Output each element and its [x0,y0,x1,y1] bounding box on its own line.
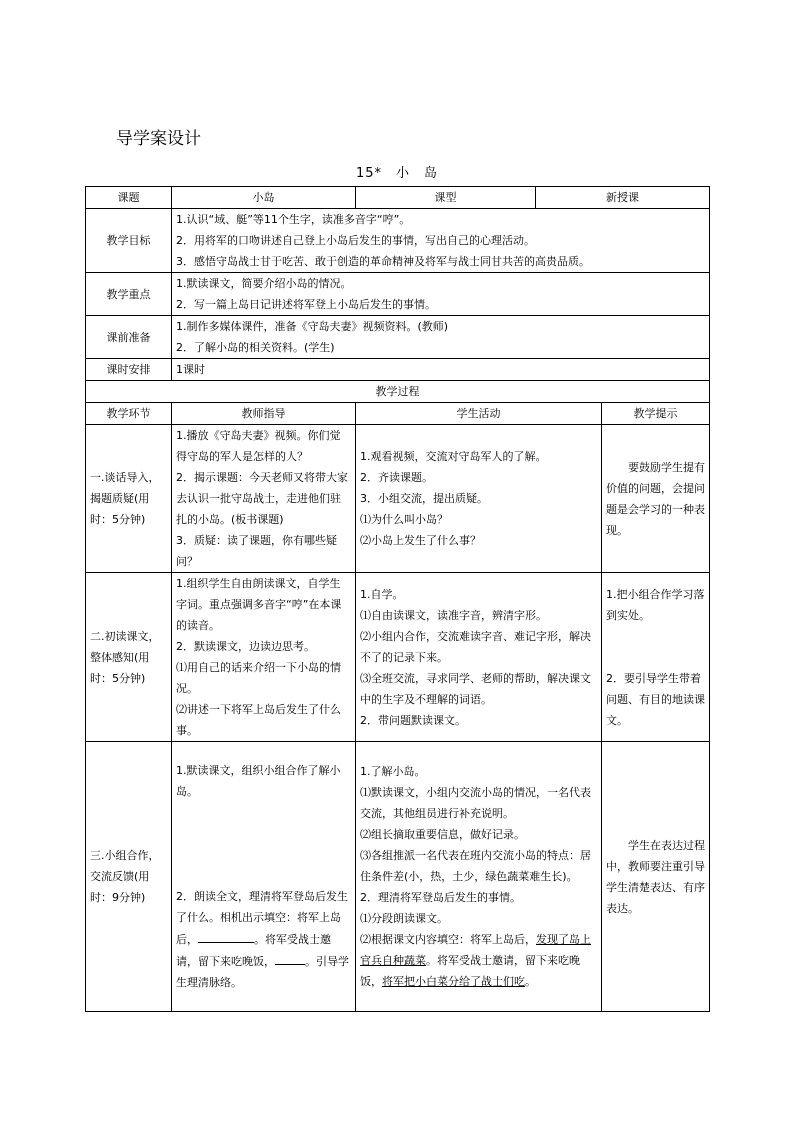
fill-blank-2 [275,950,305,965]
tip-text: 2．要引导学生带着问题、有目的地读课文。 [606,671,705,727]
student-step: 1.了解小岛。 [360,765,426,778]
topic-label: 课题 [86,187,172,209]
student-step: ⑶各组推派一名代表在班内交流小岛的特点：居住条件差(小，热，土少，绿色蔬菜难生长)。 [360,849,591,883]
stage-1-teacher [172,425,356,573]
student-step: ⑵组长摘取重要信息，做好记录。 [360,828,525,841]
column-header-stage: 教学环节 [86,403,172,425]
lesson-name-char-1: 小 [396,166,411,181]
fill-blank-1 [198,928,254,943]
objectives-row [86,209,710,273]
column-header-student: 学生活动 [356,403,602,425]
stage-2-name: 二.初读课文，整体感知(用时：5分钟) [86,573,172,742]
schedule-row [86,359,710,381]
topic-value: 小岛 [172,187,356,209]
process-title-row [86,381,710,403]
lesson-plan-table [85,186,710,1012]
objectives-content [172,209,710,273]
teacher-step: ⑵讲述一下将军上岛后发生了什么事。 [176,703,341,737]
key-points-content [172,273,710,316]
student-step: ⑵小岛上发生了什么事？ [360,534,481,547]
stage-1-name: 一.谈话导入，揭题质疑(用时：5分钟) [86,425,172,573]
stage-row-2 [86,573,710,742]
objective-item: 3．感悟守岛战士甘于吃苦、敢于创造的革命精神及将军与战士同甘共苦的高贵品质。 [176,255,590,268]
student-step: 3．小组交流，提出质疑。 [360,492,488,505]
key-point-item: 2．写一篇上岛日记讲述将军登上小岛后发生的事情。 [176,298,436,311]
objective-item: 1.认识“域、艇”等11个生字，读准多音字“哼”。 [176,213,411,226]
key-points-label: 教学重点 [86,273,172,316]
student-step: ⑵小组内合作，交流难读字音、难记字形，解决不了的记录下来。 [360,629,591,664]
teacher-step: 2．揭示课题：今天老师又将带大家去认识一批守岛战士，走进他们驻扎的小岛。(板书课题) [176,471,348,526]
column-header-teacher: 教师指导 [172,403,356,425]
student-fill-text-c: 。 [525,975,536,988]
teacher-fill-text-b: 。将军受战士邀请，留下来吃晚饭， [176,933,331,968]
header-row [86,187,710,209]
student-step: 2．理清将军登岛后发生的事情。 [360,891,521,904]
student-step: ⑴分段朗读课文。 [360,912,448,925]
preparation-row [86,316,710,359]
student-step-fill [360,929,597,992]
lesson-title [0,162,794,181]
teacher-step: 1.播放《守岛夫妻》视频。你们觉得守岛的军人是怎样的人？ [176,429,341,463]
underlined-answer-2: 将军把小白菜分给了战士们吃 [382,975,525,988]
student-step: 2．齐读课题。 [360,471,433,484]
teacher-step: ⑴用自己的话来介绍一下小岛的情况。 [176,661,341,695]
lesson-number: 15* [355,166,382,181]
student-step: 2．带问题默读课文。 [360,713,466,727]
preparation-item: 2．了解小岛的相关资料。(学生) [176,341,335,354]
teacher-step: 3．质疑：读了课题，你有哪些疑问？ [176,534,337,568]
stage-3-teacher [172,742,356,1012]
preparation-label: 课前准备 [86,316,172,359]
stage-row-1 [86,425,710,573]
teacher-fill-text-a: 2．朗读全文，理清将军登岛后发生了什么。相机出示填空：将军上岛后， [176,890,348,946]
objectives-label: 教学目标 [86,209,172,273]
stage-2-tip [602,573,710,742]
stage-2-teacher [172,573,356,742]
stage-3-name: 三.小组合作，交流反馈(用时：9分钟) [86,742,172,1012]
student-step: 1.观看视频，交流对守岛军人的了解。 [360,450,547,463]
key-points-row [86,273,710,316]
tip-text: 学生在表达过程中，教师要注重引导学生清楚表达、有序表达。 [606,838,705,915]
process-header-row [86,403,710,425]
stage-3-tip [602,742,710,1012]
student-step: ⑴自由读课文，读准字音，辨清字形。 [360,608,547,622]
schedule-value: 1课时 [172,359,710,381]
column-header-tip: 教学提示 [602,403,710,425]
student-step: ⑴默读课文，小组内交流小岛的情况，一名代表交流，其他组员进行补充说明。 [360,786,591,820]
lesson-name-char-2: 岛 [424,166,439,181]
document-title: 导学案设计 [116,129,201,149]
tip-text: 要鼓励学生提有价值的问题，会提问题是会学习的一种表现。 [606,460,705,537]
teacher-step: 2．默读课文，边读边思考。 [176,640,315,653]
stage-1-tip [602,425,710,573]
objective-item: 2．用将军的口吻讲述自己登上小岛后发生的事情，写出自己的心理活动。 [176,234,535,247]
type-value: 新授课 [536,187,710,209]
preparation-item: 1.制作多媒体课件，准备《守岛夫妻》视频资料。(教师) [176,320,449,333]
teacher-step-fill [176,886,351,993]
preparation-content [172,316,710,359]
teacher-step: 1.默读课文，组织小组合作了解小岛。 [176,764,341,798]
student-fill-text-b: 。将军受战士邀请，留下来吃晚饭， [360,954,580,988]
stage-1-student [356,425,602,573]
teacher-fill-text-c: 。引导学生理清脉络。 [176,955,349,989]
underlined-answer-1: 发现了岛上官兵自种蔬菜 [360,933,591,967]
key-point-item: 1.默读课文，简要介绍小岛的情况。 [176,277,352,290]
teacher-step: 1.组织学生自由朗读课文，自学生字词。重点强调多音字“哼”在本课的读音。 [176,577,342,632]
stage-3-student [356,742,602,1012]
student-step: 1.自学。 [360,587,404,601]
process-title: 教学过程 [86,381,710,403]
type-label: 课型 [356,187,536,209]
stage-row-3 [86,742,710,1012]
schedule-label: 课时安排 [86,359,172,381]
student-fill-text-a: ⑵根据课文内容填空：将军上岛后， [360,933,536,946]
tip-text: 1.把小组合作学习落到实处。 [606,587,705,622]
stage-2-student [356,573,602,742]
student-step: ⑴为什么叫小岛？ [360,513,448,526]
student-step: ⑶全班交流，寻求同学、老师的帮助，解决课文中的生字及不理解的词语。 [360,671,591,706]
